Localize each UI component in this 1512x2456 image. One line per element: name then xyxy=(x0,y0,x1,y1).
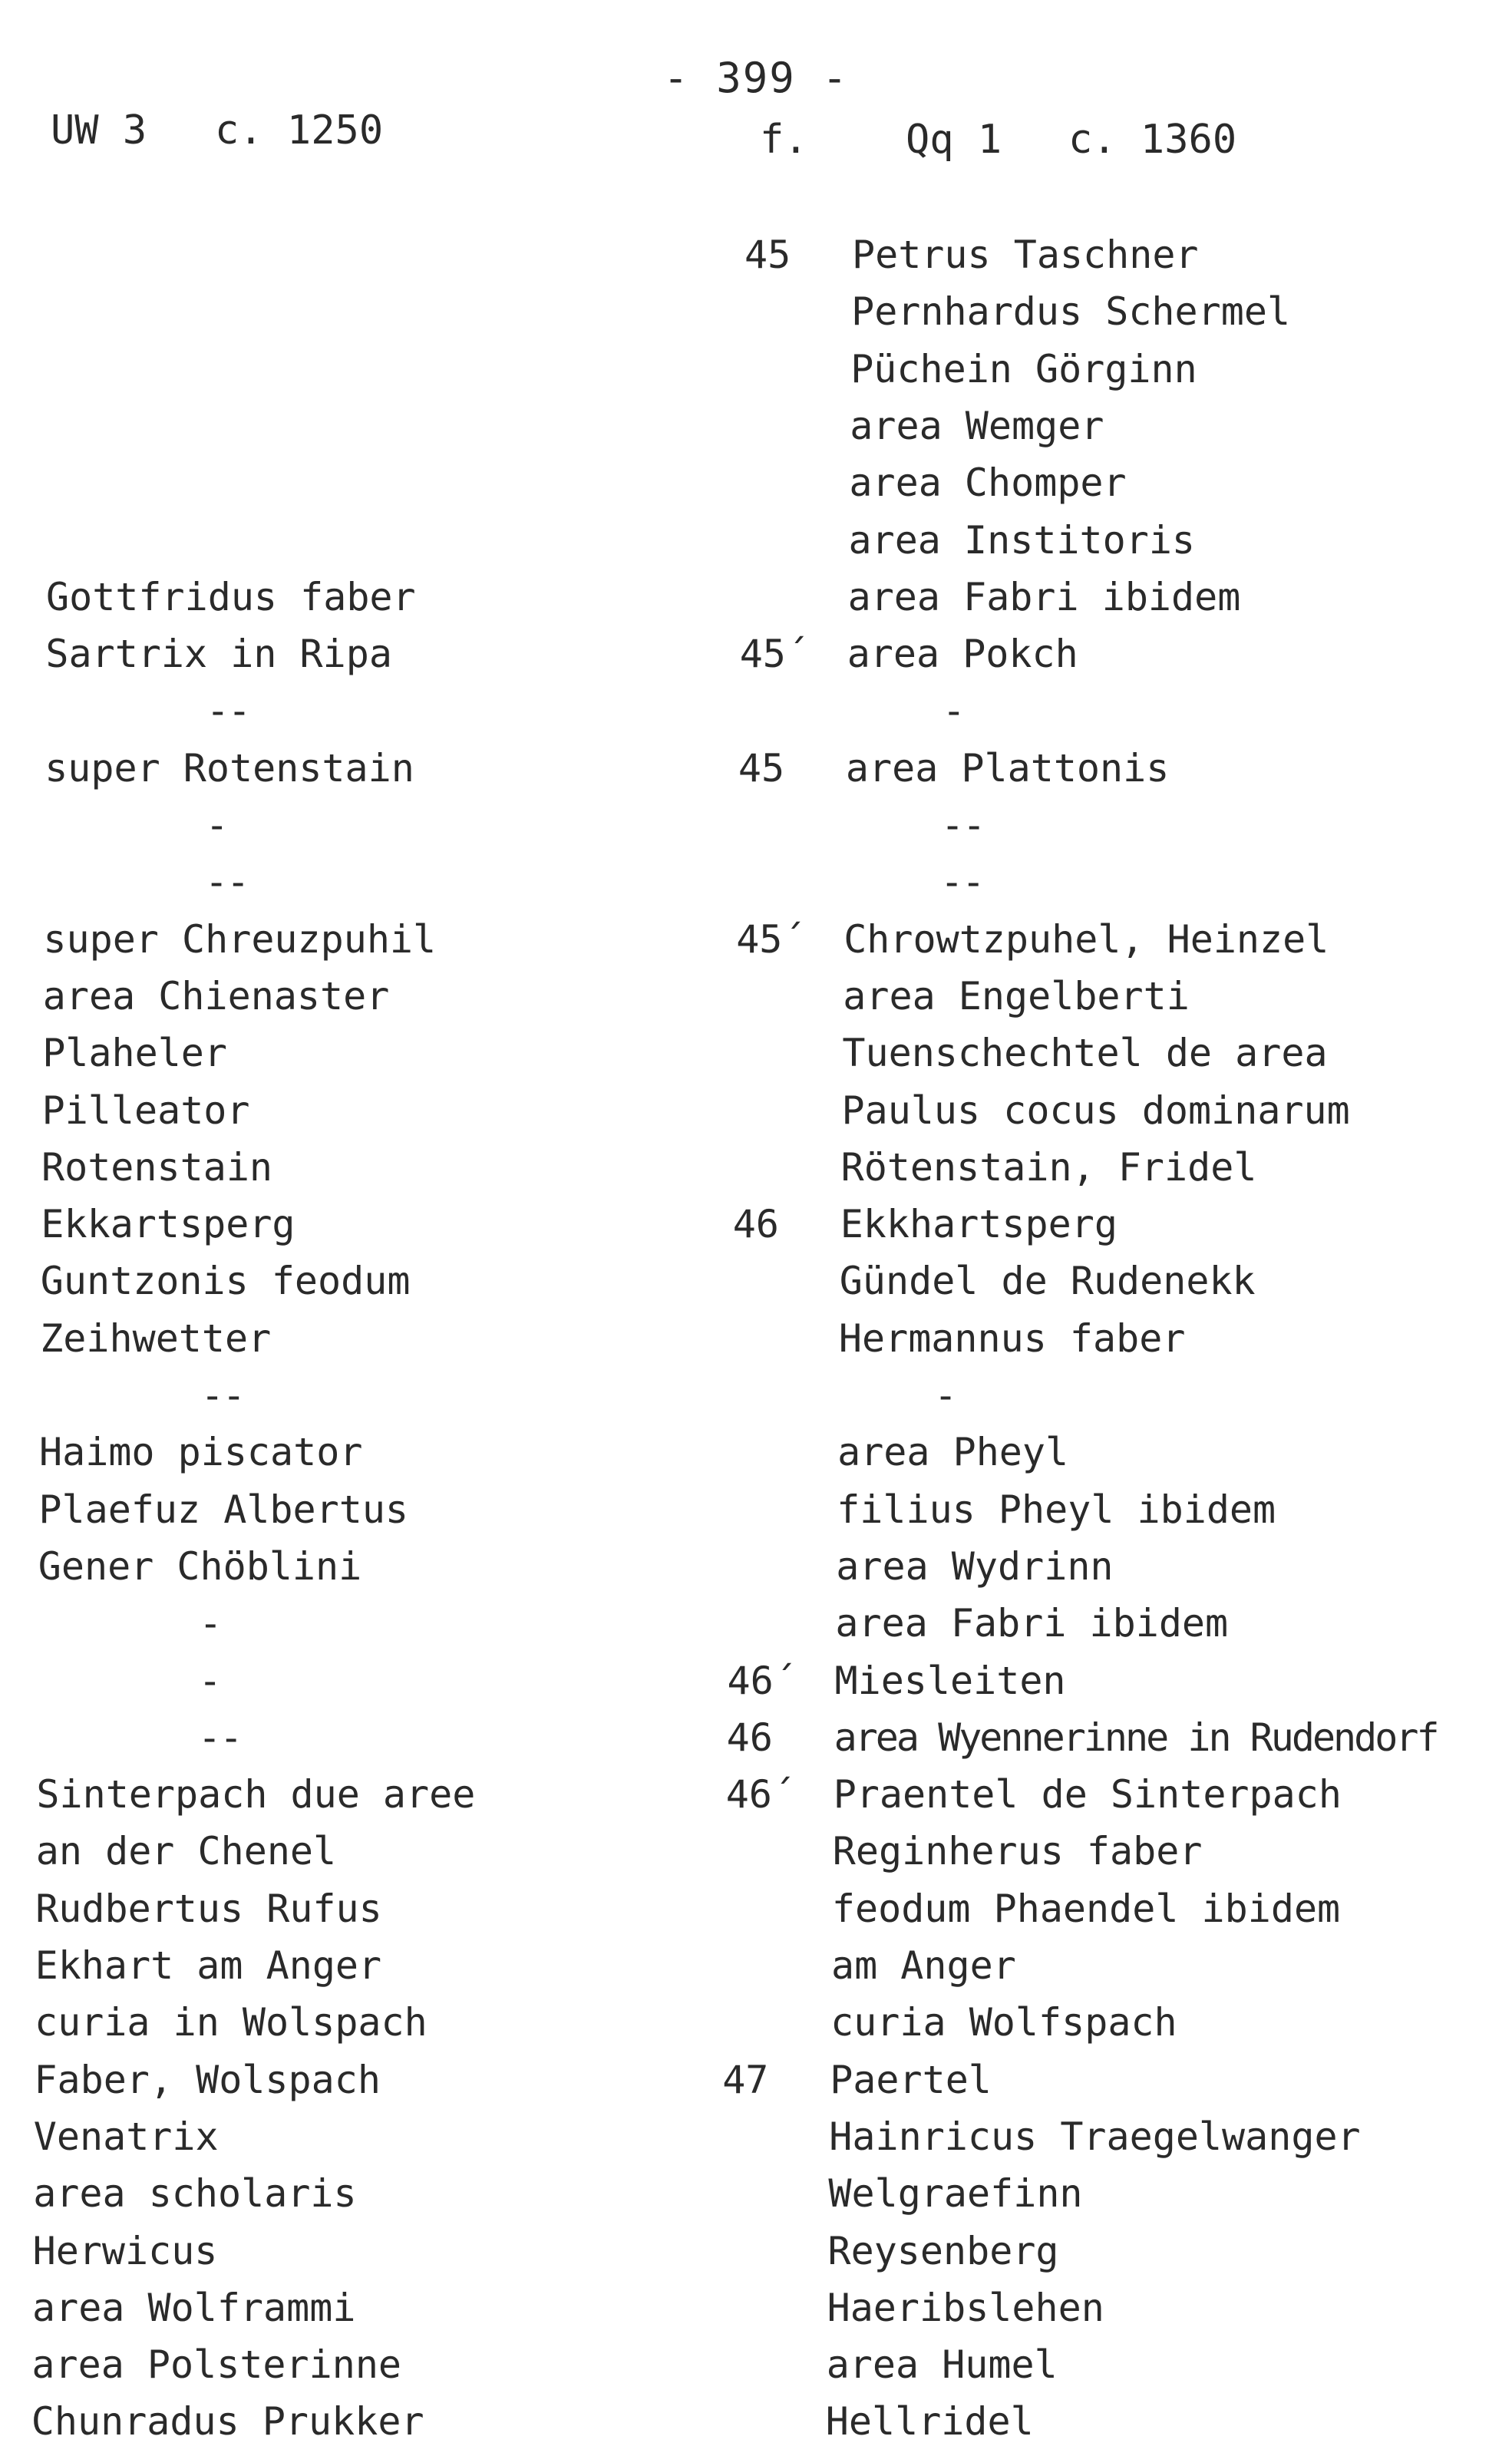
left-entry: Faber, Wolspach xyxy=(34,2057,381,2102)
left-entry: super Chreuzpuhil xyxy=(43,916,437,962)
left-entry: area Polsterinne xyxy=(31,2342,402,2388)
right-entry: feodum Phaendel ibidem xyxy=(831,1886,1341,1931)
left-ditto-mark: - xyxy=(205,803,227,847)
right-entry: Püchein Görginn xyxy=(850,346,1197,391)
right-entry: area Wemger xyxy=(850,403,1104,448)
left-entry: Sartrix in Ripa xyxy=(45,632,392,677)
right-entry: Reginherus faber xyxy=(832,1829,1203,1874)
right-entry: Hainricus Traegelwanger xyxy=(829,2114,1361,2159)
left-entry: curia in Wolspach xyxy=(35,2000,428,2045)
left-entry: Haimo piscator xyxy=(39,1430,363,1475)
left-entry: super Rotenstain xyxy=(45,745,414,791)
right-entry: Praentel de Sinterpach xyxy=(833,1772,1342,1817)
left-ditto-mark: - xyxy=(198,1658,220,1703)
left-ditto-mark: -- xyxy=(198,1715,242,1760)
right-entry: Petrus Taschner xyxy=(852,233,1199,277)
right-entry: Gündel de Rudenekk xyxy=(839,1259,1256,1304)
right-entry: Tuenschechtel de area xyxy=(842,1031,1328,1076)
right-header-date: c. 1360 xyxy=(1068,117,1237,163)
folio-number: 45 xyxy=(738,745,785,791)
right-entry: area Wyennerinne in Rudendorf xyxy=(834,1715,1438,1760)
left-entry: Rotenstain xyxy=(41,1144,273,1190)
right-entry: curia Wolfspach xyxy=(830,2000,1177,2045)
left-entry: Pilleator xyxy=(41,1088,250,1133)
folio-number: 46´ xyxy=(725,1772,795,1817)
folio-number: 45´ xyxy=(739,632,809,677)
right-entry: Hermannus faber xyxy=(838,1315,1186,1361)
right-header-ms: Qq 1 xyxy=(906,117,1002,163)
right-ditto-mark: - xyxy=(942,688,964,734)
right-entry: filius Pheyl ibidem xyxy=(837,1487,1276,1532)
right-entry: area Chomper xyxy=(849,460,1127,506)
right-entry: area Pheyl xyxy=(837,1430,1069,1475)
right-entry: area Fabri ibidem xyxy=(835,1601,1229,1646)
left-entry: Sinterpach due aree xyxy=(36,1772,476,1817)
right-header-folio: f. xyxy=(760,117,808,163)
left-ditto-mark: -- xyxy=(205,860,249,905)
left-entry: an der Chenel xyxy=(35,1829,337,1874)
right-entry: area Fabri ibidem xyxy=(847,574,1241,619)
right-entry: Chrowtzpuhel, Heinzel xyxy=(843,916,1329,962)
right-entry: Paertel xyxy=(830,2057,992,2102)
left-header-ms: UW 3 xyxy=(51,107,147,154)
right-ditto-mark: -- xyxy=(940,860,984,905)
page-number: - 399 - xyxy=(663,54,849,102)
right-entry: Haeribslehen xyxy=(827,2285,1104,2330)
right-entry: am Anger xyxy=(831,1943,1016,1988)
right-ditto-mark: -- xyxy=(941,803,985,847)
right-entry: Hellridel xyxy=(825,2399,1034,2444)
right-entry: area Wydrinn xyxy=(836,1543,1114,1589)
left-entry: Rudbertus Rufus xyxy=(35,1886,382,1931)
folio-number: 47 xyxy=(722,2057,769,2102)
left-entry: Ekkartsperg xyxy=(41,1202,295,1247)
left-entry: Ekhart am Anger xyxy=(35,1943,382,1988)
left-entry: Guntzonis feodum xyxy=(40,1259,411,1304)
right-entry: Ekkhartsperg xyxy=(840,1202,1117,1247)
left-entry: Gener Chöblini xyxy=(38,1543,362,1589)
folio-number: 45´ xyxy=(736,916,806,962)
left-ditto-mark: -- xyxy=(200,1373,244,1418)
left-entry: Herwicus xyxy=(32,2228,218,2273)
right-entry: area Institoris xyxy=(848,517,1196,563)
left-entry: Chunradus Prukker xyxy=(31,2399,424,2444)
right-entry: Miesleiten xyxy=(834,1658,1066,1703)
folio-number: 46´ xyxy=(727,1658,797,1703)
right-entry: Rötenstain, Fridel xyxy=(840,1144,1257,1190)
left-entry: Plaheler xyxy=(42,1031,228,1076)
right-entry: Welgraefinn xyxy=(828,2171,1083,2217)
right-ditto-mark: - xyxy=(934,1373,956,1418)
left-entry: Zeihwetter xyxy=(40,1315,272,1361)
left-entry: area scholaris xyxy=(33,2171,357,2217)
folio-number: 46 xyxy=(732,1202,779,1247)
left-entry: Plaefuz Albertus xyxy=(38,1487,409,1532)
left-entry: area Wolframmi xyxy=(32,2285,356,2330)
right-entry: area Humel xyxy=(826,2342,1058,2388)
left-ditto-mark: - xyxy=(199,1601,221,1646)
left-entry: Gottfridus faber xyxy=(46,574,416,619)
folio-number: 45 xyxy=(744,233,791,277)
right-entry: Pernhardus Schermel xyxy=(851,289,1291,335)
left-entry: Venatrix xyxy=(33,2114,219,2159)
left-ditto-mark: -- xyxy=(206,688,250,734)
right-entry: area Engelberti xyxy=(843,973,1190,1018)
left-header-date: c. 1250 xyxy=(215,107,384,154)
left-entry: area Chienaster xyxy=(42,973,390,1018)
right-entry: area Pokch xyxy=(847,632,1078,677)
folio-number: 46 xyxy=(726,1715,773,1760)
right-entry: Paulus cocus dominarum xyxy=(841,1088,1350,1133)
right-entry: Reysenberg xyxy=(827,2228,1059,2273)
right-entry: area Plattonis xyxy=(845,745,1170,791)
